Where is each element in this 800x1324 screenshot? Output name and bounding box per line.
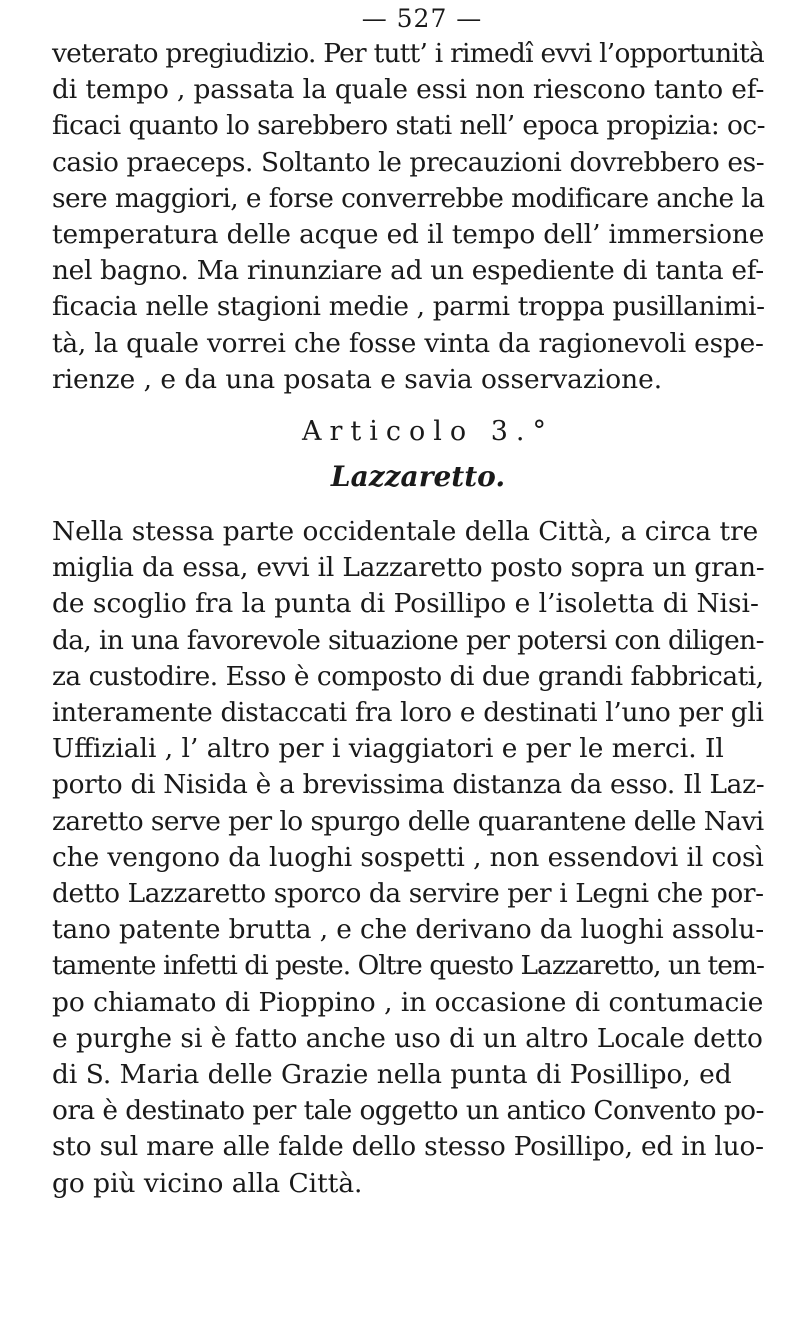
text-line: go più vicino alla Città. [52, 1167, 363, 1199]
text-line: interamente distaccati fra loro e destinati l’uno per gli [52, 697, 764, 729]
text-line: casio praeceps. Soltanto le precauzioni dovrebbero es- [52, 146, 765, 178]
paragraph-intro [52, 36, 764, 398]
text-line: detto Lazzaretto sporco da servire per i Legni che por- [52, 878, 764, 910]
text-line: po chiamato di Pioppino , in occasione di contumacie [52, 986, 764, 1018]
text-line: Nella stessa parte occidentale della Città, a circa tre [52, 516, 759, 548]
text-line: ora è destinato per tale oggetto un antico Convento po- [52, 1095, 764, 1127]
text-line: Uffiziali , l’ altro per i viaggiatori e per le merci. Il [52, 733, 724, 765]
text-line: ficaci quanto lo sarebbero stati nell’ epoca propizia: oc- [52, 110, 765, 142]
article-title: Lazzaretto. [330, 460, 506, 494]
text-line: rienze , e da una posata e savia osservazione. [52, 363, 663, 395]
text-line: di tempo , passata la quale essi non riescono tanto ef- [52, 74, 765, 106]
text-line: za custodire. Esso è composto di due grandi fabbricati, [52, 660, 764, 692]
text-line: sere maggiori, e forse converrebbe modificare anche la [52, 182, 765, 214]
text-line: da, in una favorevole situazione per potersi con diligen- [52, 624, 764, 656]
text-line: tamente infetti di peste. Oltre questo Lazzaretto, un tem- [52, 950, 764, 982]
book-page [52, 0, 764, 1202]
page-number: — 527 — [361, 4, 483, 33]
article-heading: Articolo 3.° [301, 416, 554, 448]
text-line: nel bagno. Ma rinunziare ad un espediente di tanta ef- [52, 255, 764, 287]
text-line: zaretto serve per lo spurgo delle quarantene delle Navi [52, 805, 764, 837]
text-line: tà, la quale vorrei che fosse vinta da ragionevoli espe- [52, 327, 764, 359]
text-line: di S. Maria delle Grazie nella punta di Posillipo, ed [52, 1059, 732, 1091]
text-line: miglia da essa, evvi il Lazzaretto posto sopra un gran- [52, 552, 765, 584]
text-line: porto di Nisida è a brevissima distanza da esso. Il Laz- [52, 769, 765, 801]
text-line: veterato pregiudizio. Per tutt’ i rimedî evvi l’opportunità [52, 38, 765, 69]
text-line: che vengono da luoghi sospetti , non essendovi il così [52, 841, 764, 873]
text-line: e purghe si è fatto anche uso di un altro Locale detto [52, 1022, 763, 1054]
text-line: sto sul mare alle falde dello stesso Posillipo, ed in luo- [52, 1131, 764, 1163]
text-line: ficacia nelle stagioni medie , parmi troppa pusillanimi- [52, 291, 765, 323]
text-line: tano patente brutta , e che derivano da luoghi assolu- [52, 914, 765, 946]
text-line: temperatura delle acque ed il tempo dell’ immersione [52, 219, 765, 251]
text-line: de scoglio fra la punta di Posillipo e l’isoletta di Nisi- [52, 588, 759, 620]
paragraph-lazzaretto [52, 514, 764, 1202]
